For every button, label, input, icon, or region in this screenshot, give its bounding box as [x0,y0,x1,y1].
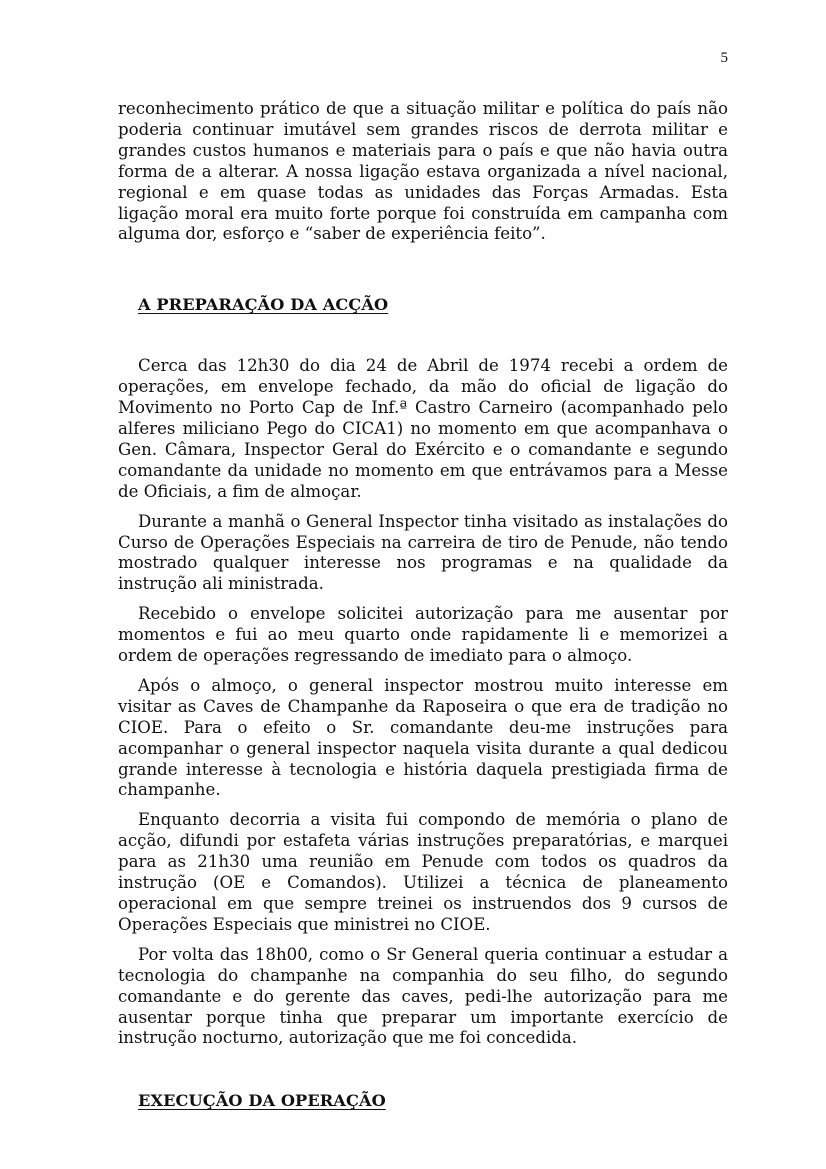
spacer [118,1049,728,1091]
section-heading-preparacao: A PREPARAÇÃO DA ACÇÃO [138,295,389,315]
body-paragraph: Por volta das 18h00, como o Sr General queria continuar a estudar a tecnologia do champanhe na companhia do seu filho, do segundo comandante e do gerente das caves, pedi-lhe autorização para me ausentar porque tinha que preparar um importante exercício de instrução nocturno, autorização que me foi concedida. [118,944,728,1048]
spacer [118,316,728,356]
body-paragraph: Durante a manhã o General Inspector tinha visitado as instalações do Curso de Operações Especiais na carreira de tiro de Penude, não tendo mostrado qualquer interesse nos programas e na qualidade da instrução ali ministrada. [118,511,728,594]
body-paragraph: Recebido o envelope solicitei autorização para me ausentar por momentos e fui ao meu quarto onde rapidamente li e memorizei a ordem de operações regressando de imediato para o almoço. [118,604,728,666]
body-paragraph: Cerca das 12h30 do dia 24 de Abril de 1974 recebi a ordem de operações, em envelope fechado, da mão do oficial de ligação do Movimento no Porto Cap de Inf.ª Castro Carneiro (acompanhado pelo alferes miliciano Pego do CICA1) no momento em que acompanhava o Gen. Câmara, Inspector Geral do Exército e o comandante e segundo comandante da unidade no momento em que entrávamos para a Messe de Oficiais, a fim de almoçar. [118,356,728,501]
body-paragraph: Após o almoço, o general inspector mostrou muito interesse em visitar as Caves de Champanhe da Raposeira o que era de tradição no CIOE. Para o efeito o Sr. comandante deu-me instruções para acompanhar o general inspector naquela visita durante a qual dedicou grande interesse à tecnologia e história daquela prestigiada firma de champanhe. [118,675,728,800]
body-paragraph: Enquanto decorria a visita fui compondo de memória o plano de acção, difundi por estafeta várias instruções preparatórias, e marquei para as 21h30 uma reunião em Penude com todos os quadros da instrução (OE e Comandos). Utilizei a técnica de planeamento operacional em que sempre treinei os instruendos dos 9 cursos de Operações Especiais que ministrei no CIOE. [118,810,728,934]
section-heading-execucao: EXECUÇÃO DA OPERAÇÃO [138,1091,386,1111]
intro-paragraph: reconhecimento prático de que a situação militar e política do país não poderia continuar imutável sem grandes riscos de derrota militar e grandes custos humanos e materiais para o país e que não havia outra forma de a alterar. A nossa ligação estava organizada a nível nacional, regional e em quase todas as unidades das Forças Armadas. Esta ligação moral era muito forte porque foi construída em campanha com alguma dor, esforço e “saber de experiência feito”. [118,99,728,244]
document-body [118,99,728,1112]
spacer [118,245,728,295]
page-number: 5 [720,50,728,66]
